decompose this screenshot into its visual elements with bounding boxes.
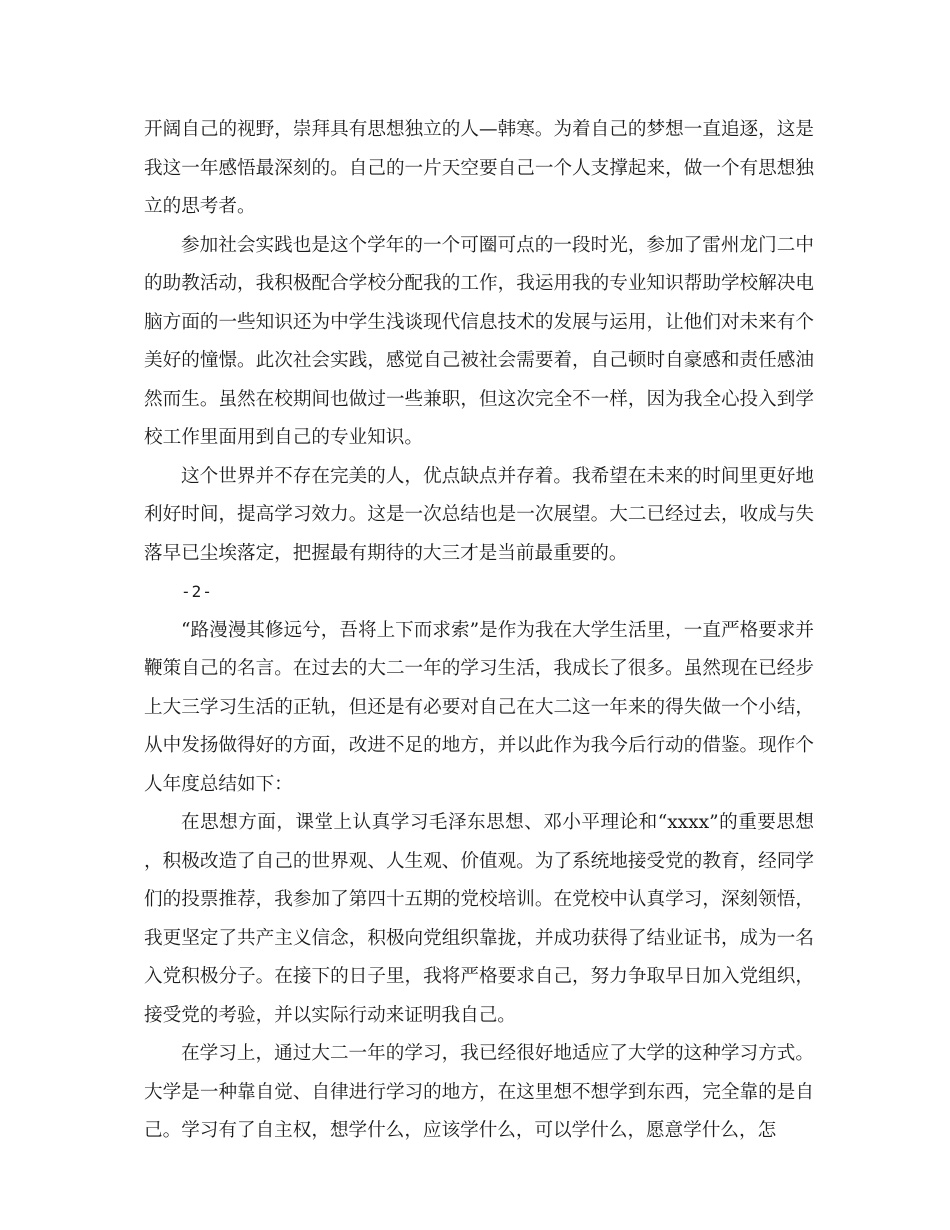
- paragraph-study: 在学习上，通过大二一年的学习，我已经很好地适应了大学的这种学习方式。大学是一种靠自觉、自律进行学习的地方，在这里想不想学到东西，完全靠的是自己。学习有了自主权，想学什么，应该学什么，可以学什么，愿意学什么，怎: [144, 1043, 814, 1141]
- document-body: [144, 111, 814, 1151]
- paragraph-vision: 开阔自己的视野，崇拜具有思想独立的人—韩寒。为着自己的梦想一直追逐，这是我这一年感悟最深刻的。自己的一片天空要自己一个人支撑起来，做一个有思想独立的思考者。: [144, 119, 814, 217]
- paragraph-social-practice: 参加社会实践也是这个学年的一个可圈可点的一段时光，参加了雷州龙门二中的助教活动，我积极配合学校分配我的工作，我运用我的专业知识帮助学校解决电脑方面的一些知识还为中学生浅谈现代信息技术的发展与运用，让他们对未来有个美好的憧憬。此次社会实践，感觉自己被社会需要着，自己顿时自豪感和责任感油然而生。虽然在校期间也做过一些兼职，但这次完全不一样，因为我全心投入到学校工作里面用到自己的专业知识。: [144, 234, 814, 448]
- paragraph-outlook: 这个世界并不存在完美的人，优点缺点并存着。我希望在未来的时间里更好地利好时间，提高学习效力。这是一次总结也是一次展望。大二已经过去，收成与失落早已尘埃落定，把握最有期待的大三才是当前最重要的。: [144, 465, 814, 564]
- page-number-marker: -2-: [181, 582, 213, 601]
- paragraph-motto: “路漫漫其修远兮，吾将上下而求索”是作为我在大学生活里，一直严格要求并鞭策自己的名言。在过去的大二一年的学习生活，我成长了很多。虽然现在已经步上大三学习生活的正轨，但还是有必要对自己在大二这一年来的得失做一个小结，从中发扬做得好的方面，改进不足的地方，并以此作为我今后行动的借鉴。现作个人年度总结如下：: [144, 619, 814, 795]
- paragraph-ideology: 在思想方面，课堂上认真学习毛泽东思想、邓小平理论和“xxxx”的重要思想，积极改造了自己的世界观、人生观、价值观。为了系统地接受党的教育，经同学们的投票推荐，我参加了第四十五期的党校培训。在党校中认真学习，深刻领悟，我更坚定了共产主义信念，积极向党组织靠拢，并成功获得了结业证书，成为一名入党积极分子。在接下的日子里，我将严格要求自己，努力争取早日加入党组织，接受党的考验，并以实际行动来证明我自己。: [144, 812, 814, 1026]
